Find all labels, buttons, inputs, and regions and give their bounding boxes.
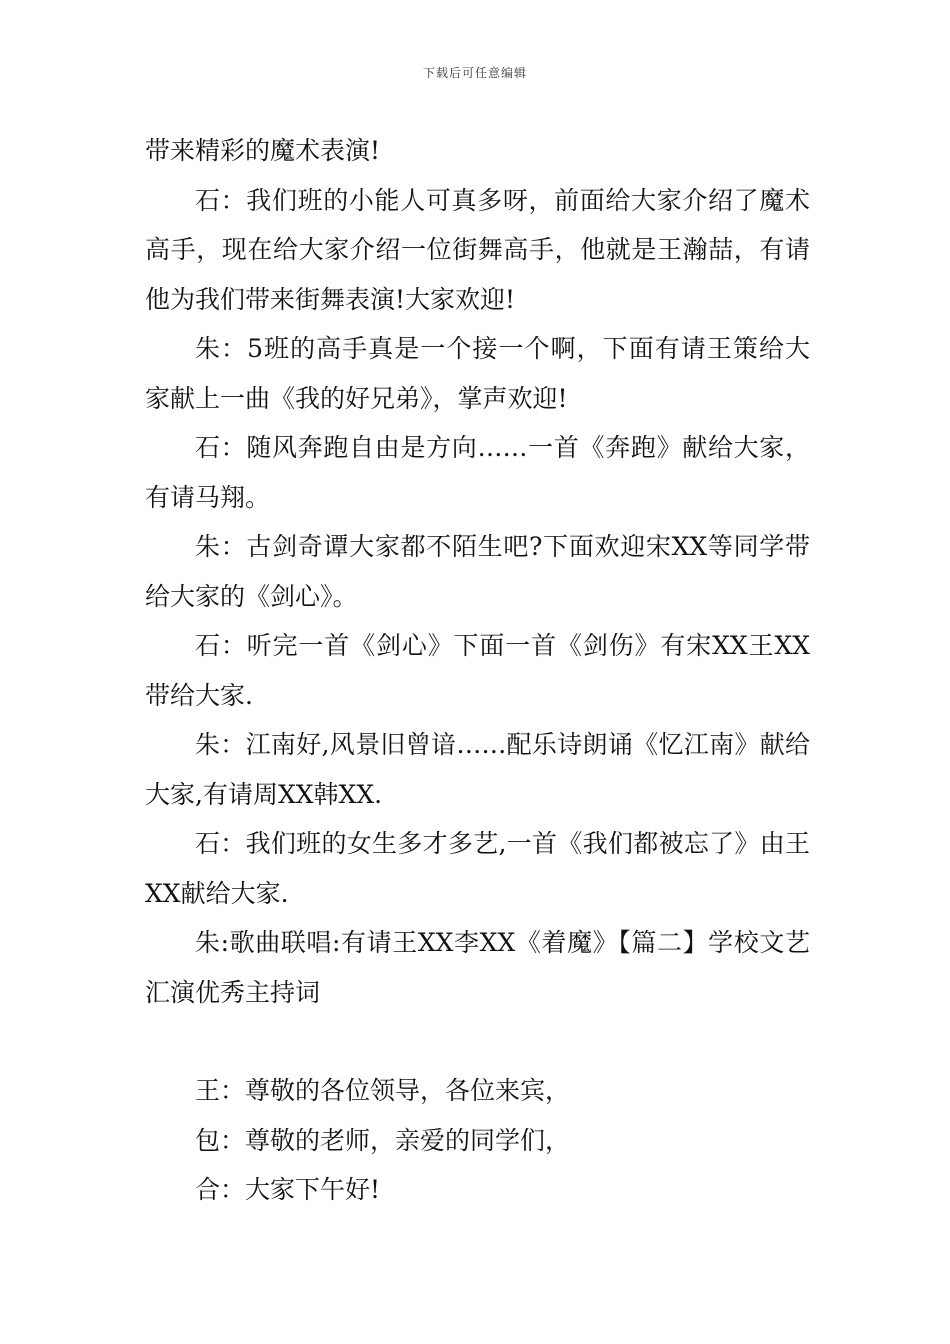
paragraph-10: 王：尊敬的各位领导，各位来宾，: [195, 1076, 571, 1105]
paragraph-5: 朱：古剑奇谭大家都不陌生吧?下面欢迎宋XX等同学带给大家的《剑心》。: [145, 532, 810, 611]
paragraph-2: 石：我们班的小能人可真多呀，前面给大家介绍了魔术高手，现在给大家介绍一位街舞高手，他就是王瀚喆，有请他为我们带来街舞表演!大家欢迎!: [145, 185, 810, 314]
paragraph-11: 包：尊敬的老师，亲爱的同学们，: [195, 1125, 571, 1155]
paragraph-7: 朱：江南好,风景旧曾谙……配乐诗朗诵《忆江南》献给大家,有请周XX韩XX.: [145, 730, 810, 809]
paragraph-spacer: [145, 1017, 810, 1066]
page-header-note: 下载后可任意编辑: [422, 66, 527, 80]
paragraph-12: 合：大家下午好!: [195, 1175, 381, 1204]
paragraph-8: 石：我们班的女生多才多艺,一首《我们都被忘了》由王XX献给大家.: [145, 829, 810, 908]
paragraph-4: 石：随风奔跑自由是方向……一首《奔跑》献给大家，有请马翔。: [145, 433, 810, 512]
paragraph-6: 石：听完一首《剑心》下面一首《剑伤》有宋XX王XX带给大家.: [145, 631, 810, 710]
document-body: [145, 126, 810, 1215]
paragraph-3: 朱：5班的高手真是一个接一个啊，下面有请王策给大家献上一曲《我的好兄弟》，掌声欢迎!: [145, 334, 810, 413]
paragraph-1: 带来精彩的魔术表演!: [145, 136, 381, 165]
paragraph-9: 朱:歌曲联唱:有请王XX李XX《着魔》【篇二】学校文艺汇演优秀主持词: [145, 928, 810, 1007]
